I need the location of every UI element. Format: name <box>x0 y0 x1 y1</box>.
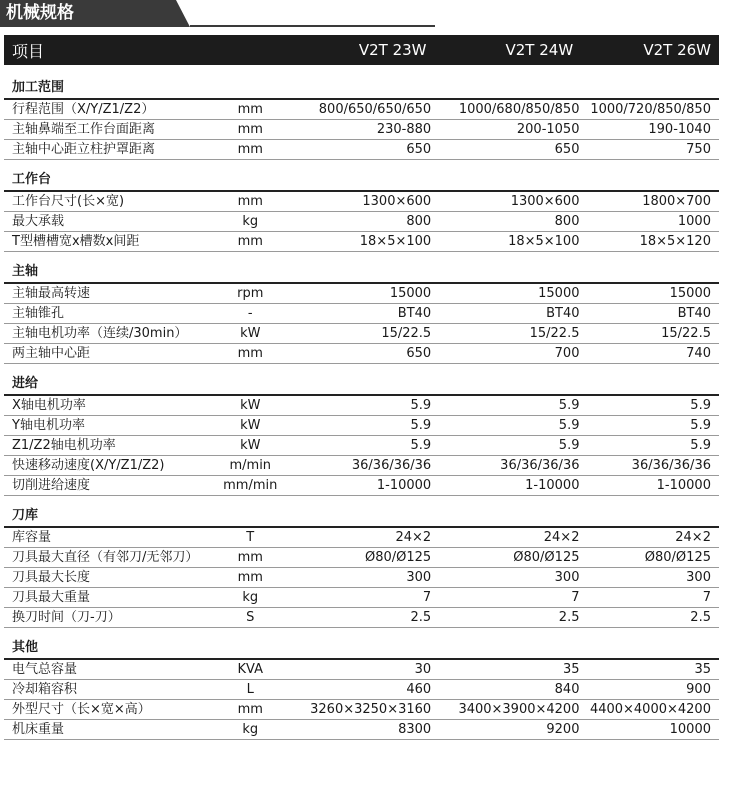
table-row <box>4 700 719 720</box>
table-row <box>4 212 719 232</box>
row-value-model-2: 840 <box>554 682 580 697</box>
row-value-model-3: 24×2 <box>675 530 711 545</box>
spec-table-body <box>4 68 719 740</box>
section-title: 主轴 <box>4 262 719 284</box>
table-row <box>4 528 719 548</box>
table-row <box>4 396 719 416</box>
row-label: 工作台尺寸(长×宽) <box>12 194 125 209</box>
row-value-model-1: 5.9 <box>410 398 432 413</box>
row-unit: - <box>247 306 253 321</box>
row-unit: kg <box>242 214 259 229</box>
table-row <box>4 416 719 436</box>
row-value-model-3: 15000 <box>669 286 711 301</box>
row-unit: mm <box>237 122 263 137</box>
table-row <box>4 680 719 700</box>
table-row <box>4 720 719 740</box>
row-value-model-1: 30 <box>414 662 432 677</box>
row-label: T型槽槽宽x槽数x间距 <box>12 234 140 249</box>
row-label: 主轴电机功率（连续/30min） <box>12 326 188 341</box>
row-label: 主轴中心距立柱护罩距离 <box>12 142 156 157</box>
table-row <box>4 284 719 304</box>
section-title: 加工范围 <box>4 78 719 100</box>
row-label: 快速移动速度(X/Y/Z1/Z2) <box>12 458 165 473</box>
row-value-model-1: 18×5×100 <box>359 234 432 249</box>
row-value-model-2: 1-10000 <box>525 478 580 493</box>
row-value-model-3: 7 <box>702 590 711 605</box>
table-row <box>4 344 719 364</box>
row-value-model-1: 7 <box>422 590 432 605</box>
row-unit: kg <box>242 590 259 605</box>
table-row <box>4 192 719 212</box>
table-row <box>4 660 719 680</box>
row-unit: kW <box>240 418 261 433</box>
row-value-model-2: 35 <box>562 662 580 677</box>
row-value-model-2: 800 <box>554 214 580 229</box>
row-value-model-2: 300 <box>554 570 580 585</box>
row-value-model-3: Ø80/Ø125 <box>644 550 711 565</box>
row-unit: mm <box>237 234 263 249</box>
row-unit: kg <box>242 722 259 737</box>
row-value-model-2: BT40 <box>546 306 580 321</box>
row-value-model-2: 2.5 <box>558 610 580 625</box>
row-value-model-2: 15/22.5 <box>529 326 580 341</box>
row-unit: mm <box>237 142 263 157</box>
header-model-3: V2T 26W <box>643 41 711 59</box>
table-row <box>4 232 719 252</box>
row-value-model-1: BT40 <box>397 306 432 321</box>
row-value-model-1: 300 <box>406 570 432 585</box>
row-label: 冷却箱容积 <box>12 682 78 697</box>
row-value-model-1: 8300 <box>398 722 432 737</box>
row-value-model-3: 5.9 <box>690 418 711 433</box>
row-value-model-3: 36/36/36/36 <box>631 458 711 473</box>
table-row <box>4 476 719 496</box>
row-label: 刀具最大重量 <box>12 590 91 605</box>
table-row <box>4 548 719 568</box>
row-value-model-3: 35 <box>694 662 711 677</box>
section-title: 工作台 <box>4 170 719 192</box>
row-label: 换刀时间（刀-刀） <box>12 610 121 625</box>
header-model-2: V2T 24W <box>505 41 574 59</box>
row-label: 主轴最高转速 <box>12 286 91 301</box>
row-value-model-2: 1300×600 <box>510 194 580 209</box>
row-value-model-3: 900 <box>686 682 711 697</box>
row-label: 外型尺寸（长×宽×高） <box>12 702 151 717</box>
row-value-model-2: 18×5×100 <box>508 234 580 249</box>
table-row <box>4 588 719 608</box>
table-row <box>4 304 719 324</box>
row-value-model-1: 24×2 <box>395 530 432 545</box>
row-value-model-1: 650 <box>406 346 432 361</box>
row-value-model-2: 24×2 <box>543 530 580 545</box>
row-label: 机床重量 <box>12 722 65 737</box>
table-row <box>4 324 719 344</box>
row-unit: KVA <box>237 662 263 677</box>
row-unit: mm <box>237 102 263 117</box>
row-value-model-3: 4400×4000×4200 <box>589 702 711 717</box>
row-value-model-1: 1-10000 <box>376 478 432 493</box>
section-title: 刀库 <box>4 506 719 528</box>
row-value-model-3: 1000/720/850/850 <box>590 102 711 117</box>
row-label: Y轴电机功率 <box>12 418 85 433</box>
row-value-model-3: 300 <box>686 570 711 585</box>
row-value-model-2: 700 <box>554 346 580 361</box>
row-value-model-2: 5.9 <box>558 418 580 433</box>
row-value-model-1: 5.9 <box>410 438 432 453</box>
row-value-model-2: 36/36/36/36 <box>500 458 580 473</box>
title-underline <box>190 25 435 27</box>
row-value-model-2: 650 <box>554 142 580 157</box>
row-value-model-3: 5.9 <box>690 438 711 453</box>
row-value-model-1: 800/650/650/650 <box>318 102 432 117</box>
row-value-model-1: 5.9 <box>410 418 432 433</box>
row-value-model-3: 2.5 <box>690 610 711 625</box>
row-label: 主轴锥孔 <box>12 306 65 321</box>
row-value-model-3: 15/22.5 <box>661 326 711 341</box>
row-value-model-2: 15000 <box>538 286 580 301</box>
row-value-model-2: 5.9 <box>558 398 580 413</box>
row-label: 行程范围（X/Y/Z1/Z2） <box>12 102 155 117</box>
row-unit: L <box>246 682 254 697</box>
row-value-model-3: 190-1040 <box>648 122 711 137</box>
table-row <box>4 120 719 140</box>
row-value-model-2: 1000/680/850/850 <box>458 102 580 117</box>
row-value-model-3: 1800×700 <box>642 194 711 209</box>
row-value-model-1: 230-880 <box>376 122 432 137</box>
table-row <box>4 568 719 588</box>
row-unit: mm/min <box>223 478 278 493</box>
row-label: 两主轴中心距 <box>12 346 91 361</box>
header-model-1: V2T 23W <box>358 41 427 59</box>
row-label: Z1/Z2轴电机功率 <box>12 438 116 453</box>
table-row <box>4 456 719 476</box>
row-unit: kW <box>240 398 261 413</box>
row-value-model-1: 1300×600 <box>362 194 432 209</box>
row-value-model-2: 5.9 <box>558 438 580 453</box>
row-label: 刀具最大直径（有邻刀/无邻刀） <box>12 550 199 565</box>
row-value-model-1: 650 <box>406 142 432 157</box>
row-unit: kW <box>240 326 261 341</box>
row-unit: mm <box>237 570 263 585</box>
row-label: X轴电机功率 <box>12 398 86 413</box>
row-unit: mm <box>237 702 263 717</box>
row-value-model-1: 2.5 <box>410 610 432 625</box>
header-item-label: 项目 <box>12 41 45 61</box>
table-row <box>4 608 719 628</box>
row-value-model-3: 5.9 <box>690 398 711 413</box>
row-value-model-1: 36/36/36/36 <box>351 458 432 473</box>
row-value-model-3: 10000 <box>669 722 711 737</box>
section-title: 其他 <box>4 638 719 660</box>
page-title: 机械规格 <box>6 3 74 23</box>
row-value-model-1: Ø80/Ø125 <box>364 550 432 565</box>
row-value-model-3: 1000 <box>677 214 711 229</box>
row-label: 主轴鼻端至工作台面距离 <box>12 122 156 137</box>
row-value-model-3: BT40 <box>677 306 711 321</box>
row-value-model-1: 460 <box>406 682 432 697</box>
row-label: 最大承载 <box>12 214 65 229</box>
row-unit: kW <box>240 438 261 453</box>
row-value-model-3: 1-10000 <box>656 478 711 493</box>
row-value-model-3: 18×5×120 <box>639 234 711 249</box>
row-label: 切削进给速度 <box>12 478 91 493</box>
row-value-model-2: 7 <box>571 590 580 605</box>
row-unit: mm <box>237 346 263 361</box>
table-row <box>4 140 719 160</box>
table-header <box>4 35 719 65</box>
row-unit: rpm <box>237 286 264 301</box>
row-value-model-1: 15/22.5 <box>381 326 432 341</box>
row-value-model-3: 740 <box>686 346 711 361</box>
row-value-model-3: 750 <box>686 142 711 157</box>
row-value-model-2: 9200 <box>546 722 580 737</box>
table-row <box>4 100 719 120</box>
row-label: 库容量 <box>12 530 52 545</box>
row-value-model-2: 200-1050 <box>516 122 580 137</box>
row-unit: S <box>246 610 255 625</box>
row-value-model-2: Ø80/Ø125 <box>513 550 580 565</box>
row-value-model-1: 15000 <box>389 286 432 301</box>
row-unit: m/min <box>229 458 272 473</box>
row-value-model-1: 800 <box>406 214 432 229</box>
row-unit: mm <box>237 194 263 209</box>
row-unit: T <box>246 530 255 545</box>
table-row <box>4 436 719 456</box>
row-value-model-1: 3260×3250×3160 <box>310 702 432 717</box>
row-unit: mm <box>237 550 263 565</box>
row-value-model-2: 3400×3900×4200 <box>458 702 580 717</box>
section-title: 进给 <box>4 374 719 396</box>
row-label: 刀具最大长度 <box>12 570 91 585</box>
row-label: 电气总容量 <box>12 662 78 677</box>
